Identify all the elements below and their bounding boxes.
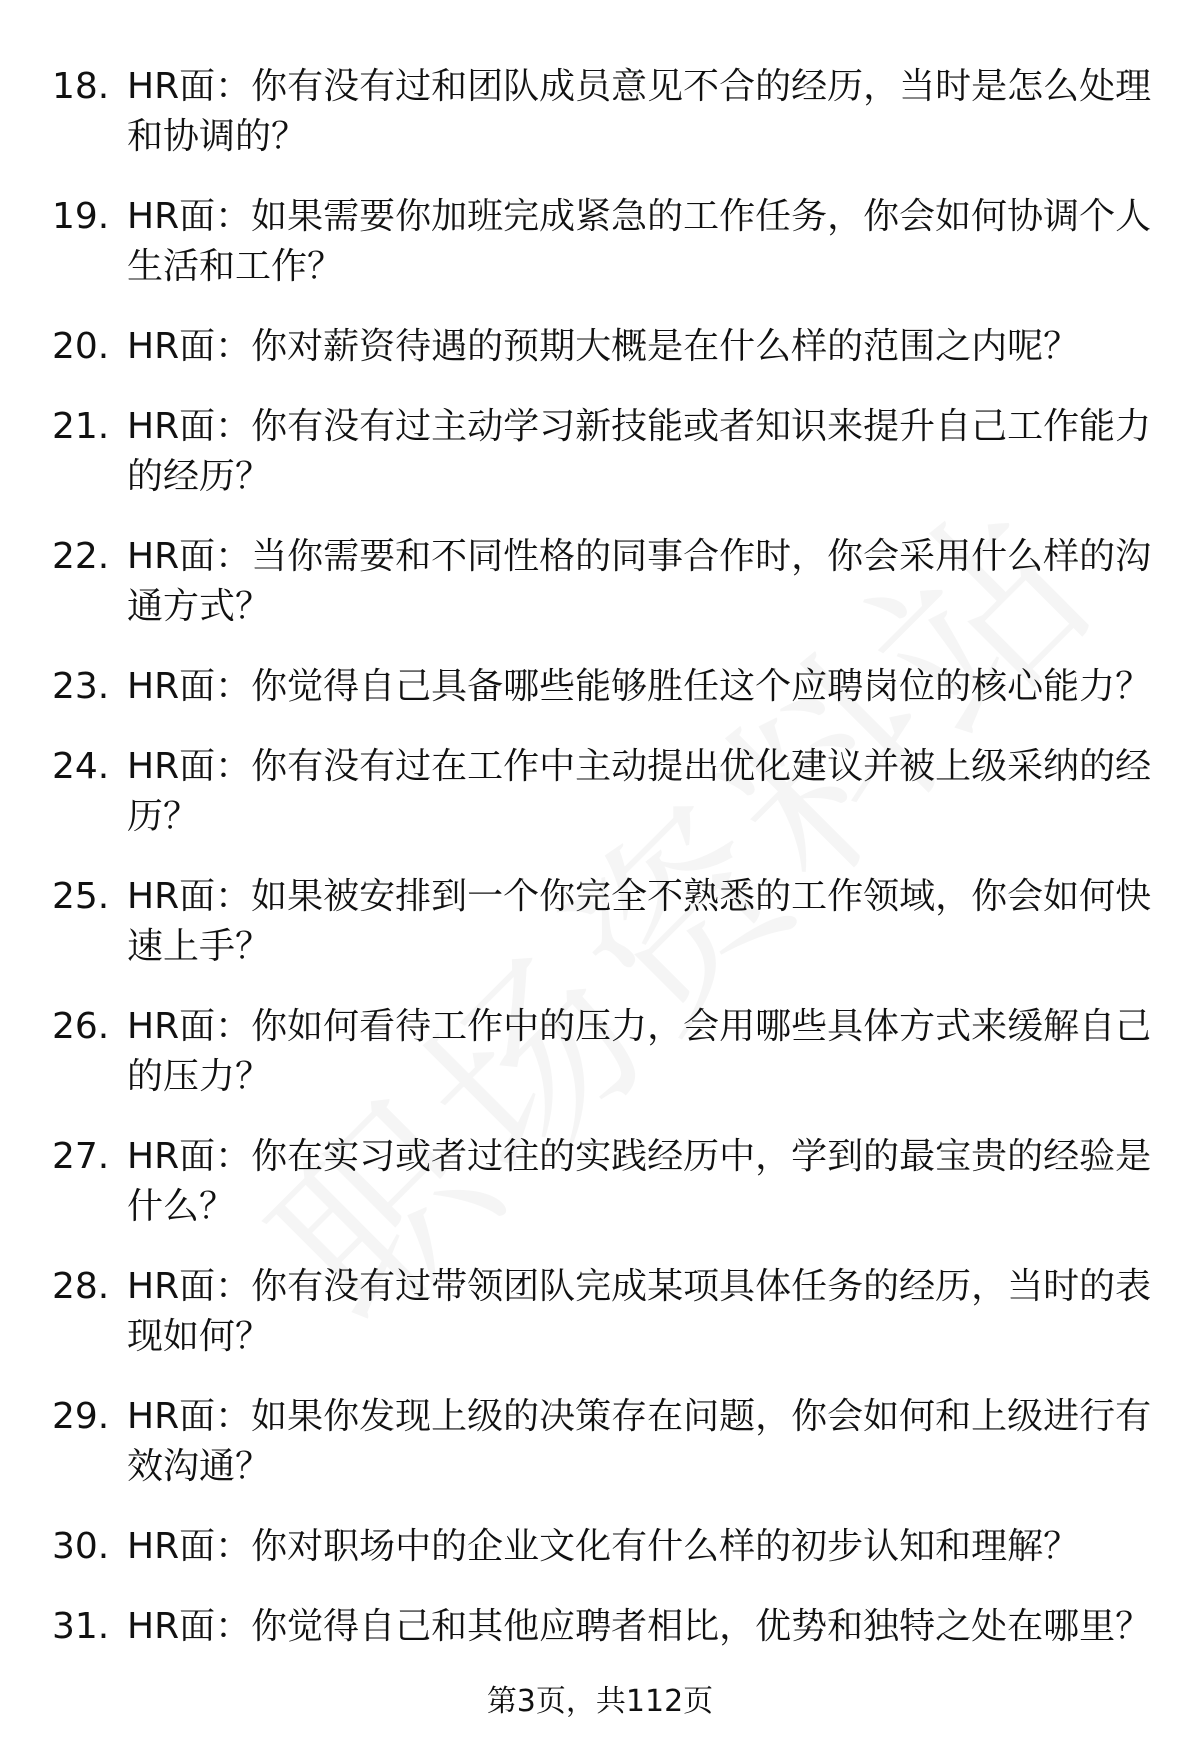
list-item — [52, 192, 1162, 292]
question-list — [52, 62, 1162, 1682]
list-item — [52, 742, 1162, 842]
list-item — [52, 532, 1162, 632]
item-number: 18. — [52, 66, 110, 107]
item-number: 29. — [52, 1396, 110, 1437]
list-item — [52, 1132, 1162, 1232]
list-item — [52, 1002, 1162, 1102]
item-text: HR面：如果被安排到一个你完全不熟悉的工作领域，你会如何快速上手？ — [127, 876, 1152, 967]
item-number: 19. — [52, 196, 110, 237]
item-number: 21. — [52, 406, 110, 447]
item-number: 24. — [52, 746, 110, 787]
item-text: HR面：你有没有过和团队成员意见不合的经历，当时是怎么处理和协调的？ — [127, 66, 1152, 157]
item-text: HR面：你有没有过在工作中主动提出优化建议并被上级采纳的经历？ — [127, 746, 1152, 837]
item-text: HR面：你如何看待工作中的压力，会用哪些具体方式来缓解自己的压力？ — [127, 1006, 1152, 1097]
item-number: 23. — [52, 666, 110, 707]
list-item — [52, 872, 1162, 972]
item-text: HR面：你有没有过带领团队完成某项具体任务的经历，当时的表现如何？ — [127, 1266, 1152, 1357]
item-text: HR面：当你需要和不同性格的同事合作时，你会采用什么样的沟通方式？ — [127, 536, 1152, 627]
item-text: HR面：如果你发现上级的决策存在问题，你会如何和上级进行有效沟通？ — [127, 1396, 1152, 1487]
item-text: HR面：你对薪资待遇的预期大概是在什么样的范围之内呢？ — [127, 326, 1080, 367]
item-text: HR面：你在实习或者过往的实践经历中，学到的最宝贵的经验是什么？ — [127, 1136, 1152, 1227]
list-item — [52, 1602, 1162, 1652]
list-item — [52, 62, 1162, 162]
item-number: 27. — [52, 1136, 110, 1177]
item-number: 30. — [52, 1526, 110, 1567]
item-text: HR面：你有没有过主动学习新技能或者知识来提升自己工作能力的经历？ — [127, 406, 1152, 497]
item-text: HR面：你对职场中的企业文化有什么样的初步认知和理解？ — [127, 1526, 1080, 1567]
list-item — [52, 1262, 1162, 1362]
item-number: 22. — [52, 536, 110, 577]
item-number: 26. — [52, 1006, 110, 1047]
item-number: 20. — [52, 326, 110, 367]
page-number-footer: 第3页，共112页 — [486, 1684, 714, 1719]
item-text: HR面：你觉得自己具备哪些能够胜任这个应聘岗位的核心能力？ — [127, 666, 1152, 707]
item-number: 28. — [52, 1266, 110, 1307]
list-item — [52, 1522, 1162, 1572]
item-text: HR面：如果需要你加班完成紧急的工作任务，你会如何协调个人生活和工作？ — [127, 196, 1152, 287]
list-item — [52, 662, 1162, 712]
list-item — [52, 322, 1162, 372]
list-item — [52, 1392, 1162, 1492]
item-number: 25. — [52, 876, 110, 917]
item-number: 31. — [52, 1606, 110, 1647]
item-text: HR面：你觉得自己和其他应聘者相比，优势和独特之处在哪里？ — [127, 1606, 1152, 1647]
list-item — [52, 402, 1162, 502]
